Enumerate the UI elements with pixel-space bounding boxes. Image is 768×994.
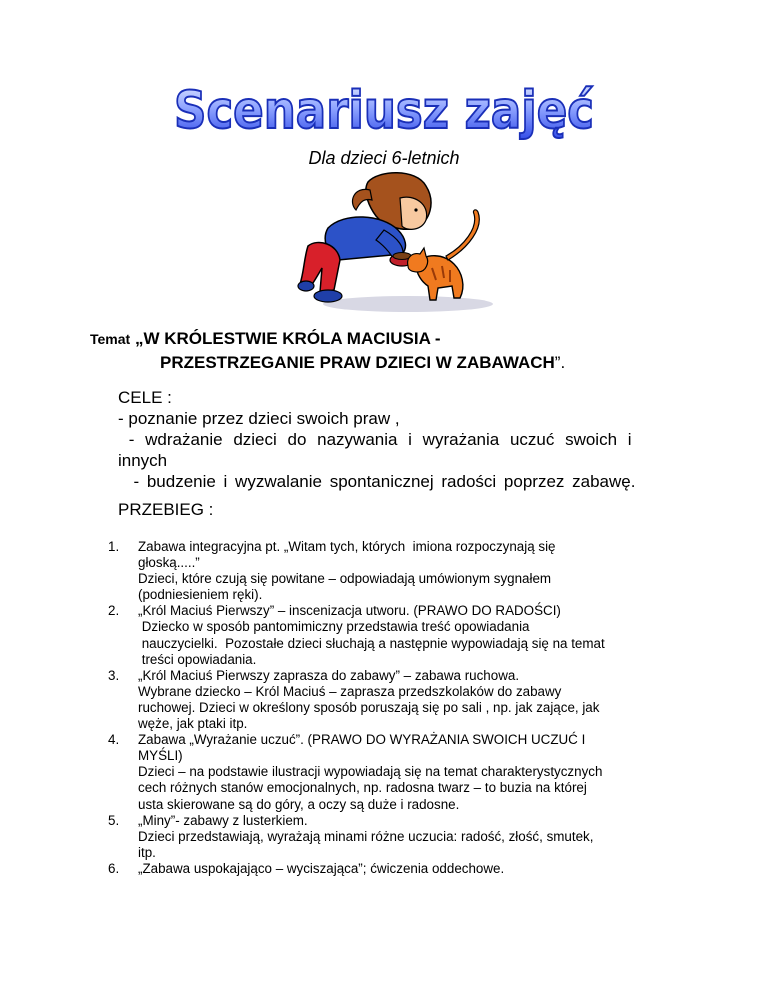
procedure-step xyxy=(108,539,688,603)
procedure-step xyxy=(108,861,688,877)
procedure-step xyxy=(108,603,688,667)
step-text-line: „Miny”- zabawy z lusterkiem. xyxy=(138,812,308,828)
procedure-step xyxy=(108,732,688,812)
step-text-line: MYŚLI) xyxy=(138,748,183,764)
procedure-step xyxy=(108,813,688,861)
step-text-line: ruchowej. Dzieci w określony sposób poruszają się po sali , np. jak zające, jak xyxy=(138,699,600,715)
step-text-line: usta skierowane są do góry, a oczy są duże i radosne. xyxy=(138,796,460,812)
step-text-line: Dziecko w sposób pantomimiczny przedstawia treść opowiadania xyxy=(138,619,530,635)
step-text-line: cech różnych stanów emocjonalnych, np. radosna twarz – to buzia na której xyxy=(138,780,587,796)
girl-feeding-cat-icon xyxy=(298,168,494,314)
goal-line-3: innych xyxy=(118,451,168,470)
step-text-line: głoską.....” xyxy=(138,555,200,571)
step-number: 5. xyxy=(108,812,120,828)
step-text-line: „Zabawa uspokajająco – wyciszająca”; ćwiczenia oddechowe. xyxy=(138,860,505,876)
topic-line-1: „W KRÓLESTWIE KRÓLA MACIUSIA - xyxy=(134,329,441,348)
page-title-container xyxy=(0,78,768,140)
topic-label: Temat xyxy=(90,331,131,347)
step-text-line: nauczycielki. Pozostałe dzieci słuchają a następnie wypowiadają się na temat xyxy=(138,635,605,651)
step-number: 2. xyxy=(108,603,120,619)
step-text-line: treści opowiadania. xyxy=(138,651,257,667)
step-text-line: węże, jak ptaki itp. xyxy=(138,716,248,732)
step-text-line: Dzieci przedstawiają, wyrażają minami różne uczucia: radość, złość, smutek, xyxy=(138,828,594,844)
page-title-text: Scenariusz zajęć xyxy=(174,81,594,141)
step-text-line: Zabawa „Wyrażanie uczuć”. (PRAWO DO WYRAŻANIA SWOICH UCZUĆ I xyxy=(138,732,586,748)
step-text-line: Dzieci, które czują się powitane – odpowiadają umówionym sygnałem xyxy=(138,571,552,587)
topic-line-2: PRZESTRZEGANIE PRAW DZIECI W ZABAWACH xyxy=(160,353,555,372)
step-text-line: (podniesieniem ręki). xyxy=(138,587,263,603)
procedure-steps xyxy=(108,539,688,877)
step-text-line: Dzieci – na podstawie ilustracji wypowiadają się na temat charakterystycznych xyxy=(138,764,603,780)
step-number: 3. xyxy=(108,667,120,683)
step-number: 6. xyxy=(108,860,120,876)
procedure-heading: PRZEBIEG : xyxy=(118,500,214,519)
page-title xyxy=(164,78,604,140)
step-number: 1. xyxy=(108,539,120,554)
goals-section xyxy=(118,387,678,492)
goal-line-4: - budzenie i wyzwalanie spontanicznej radości poprzez zabawę. xyxy=(118,472,636,491)
page-subtitle: Dla dzieci 6-letnich xyxy=(308,148,460,168)
step-number: 4. xyxy=(108,732,120,748)
step-text-line: itp. xyxy=(138,844,156,860)
topic-end-quote: ”. xyxy=(554,353,566,372)
step-text-line: Zabawa integracyjna pt. „Witam tych, których imiona rozpoczynają się xyxy=(138,539,556,554)
goal-line-1: - poznanie przez dzieci swoich praw , xyxy=(118,409,400,428)
goal-line-2: - wdrażanie dzieci do nazywania i wyrażania uczuć swoich i xyxy=(118,430,632,449)
step-text-line: „Król Maciuś Pierwszy zaprasza do zabawy” – zabawa ruchowa. xyxy=(138,667,520,683)
step-text-line: Wybrane dziecko – Król Maciuś – zaprasza przedszkolaków do zabawy xyxy=(138,683,562,699)
procedure-step xyxy=(108,668,688,732)
step-text-line: „Król Maciuś Pierwszy” – inscenizacja utworu. (PRAWO DO RADOŚCI) xyxy=(138,603,561,619)
goals-heading: CELE : xyxy=(118,388,172,407)
lesson-topic xyxy=(90,327,730,375)
